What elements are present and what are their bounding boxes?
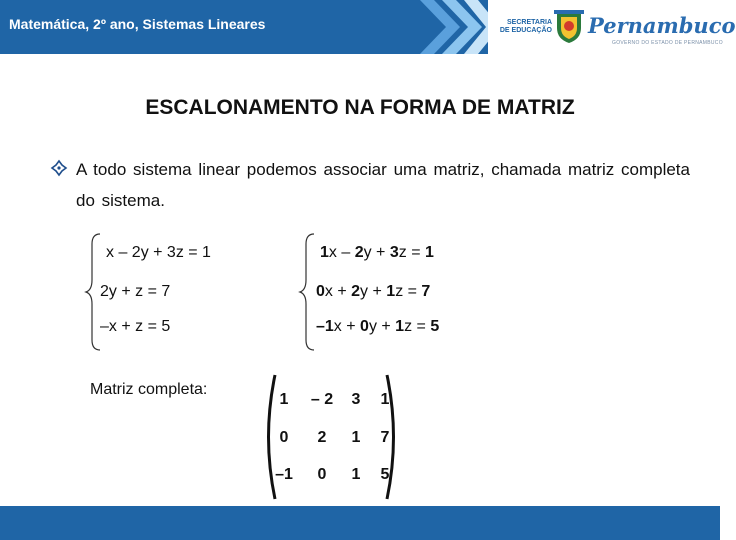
- logo-subtitle: GOVERNO DO ESTADO DE PERNAMBUCO: [612, 40, 723, 46]
- matrix-cell: 5: [380, 466, 390, 483]
- state-emblem-icon: [554, 10, 584, 44]
- header-title: Matemática, 2º ano, Sistemas Lineares: [9, 16, 266, 32]
- matrix-cell: 1: [351, 466, 361, 483]
- matrix-cell: – 2: [310, 391, 334, 408]
- matrix-cell: 1: [380, 391, 390, 408]
- matrix-cell: 3: [351, 391, 361, 408]
- system-right-eq-3: –1x + 0y + 1z = 5: [316, 318, 440, 335]
- matrix-cell: 0: [279, 429, 289, 446]
- matrix-cell: 1: [351, 429, 361, 446]
- logo-state-name: Pernambuco: [588, 13, 736, 38]
- bullet-paragraph: A todo sistema linear podemos associar uma matriz, chamada matriz completa do sistema.: [76, 160, 690, 210]
- page-title: ESCALONAMENTO NA FORMA DE MATRIZ: [145, 96, 575, 119]
- system-right-eq-1: 1x – 2y + 3z = 1: [320, 244, 434, 261]
- matrix-label: Matriz completa:: [90, 381, 208, 398]
- matrix-cell: 0: [317, 466, 327, 483]
- system-left-eq-1: x – 2y + 3z = 1: [106, 244, 211, 261]
- system-right-eq-2: 0x + 2y + 1z = 7: [316, 283, 431, 300]
- matrix-cell: 7: [380, 429, 390, 446]
- header-bar: [0, 0, 736, 54]
- logo-secretaria-text: SECRETARIA DE EDUCAÇÃO: [499, 19, 552, 34]
- matrix-cell: –1: [275, 466, 293, 483]
- system-left-eq-3: –x + z = 5: [100, 318, 171, 335]
- right-brace-icon: [298, 232, 316, 352]
- system-left-eq-2: 2y + z = 7: [100, 283, 171, 300]
- diamond-bullet-icon: [52, 161, 66, 175]
- government-logo: [488, 0, 736, 54]
- matrix-cell: 2: [317, 429, 327, 446]
- matrix-cell: 1: [279, 391, 289, 408]
- footer-bar: [0, 506, 720, 540]
